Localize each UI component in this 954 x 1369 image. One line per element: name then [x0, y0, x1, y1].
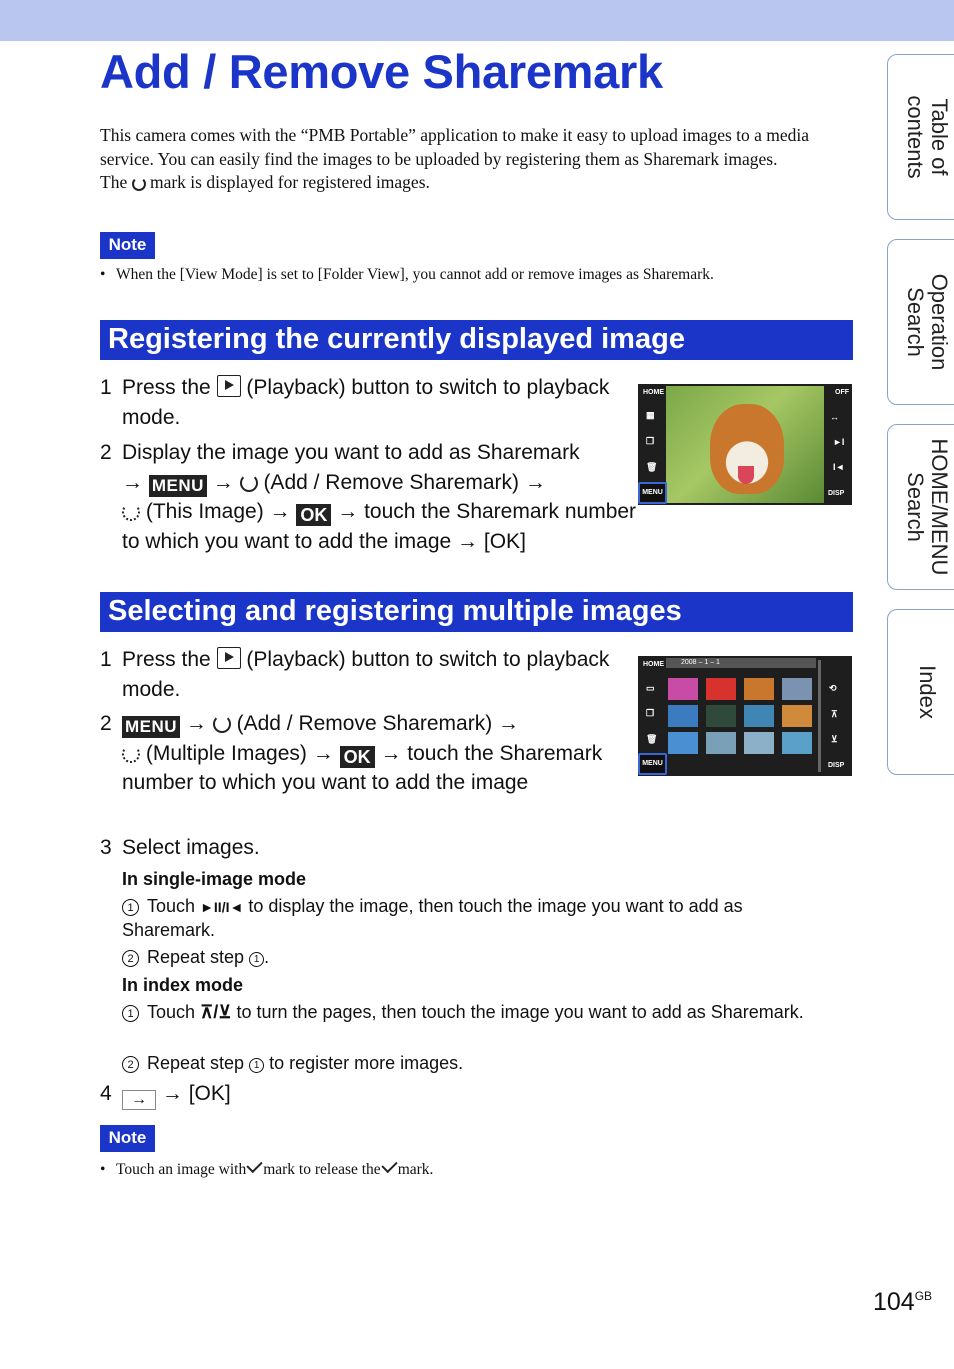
note-text: • When the [View Mode] is set to [Folder View], you cannot add or remove images as Sharemark.	[100, 266, 714, 283]
check-icon	[247, 1157, 263, 1173]
section2-step1: 1 Press the (Playback) button to switch to playback mode.	[100, 648, 610, 701]
index-mode-heading: In index mode	[122, 975, 244, 995]
section-heading-multiple: Selecting and registering multiple images	[100, 592, 853, 632]
index-substep-1: 1 Touch ⊼/⊻ to turn the pages, then touch the image you want to add as Sharemark.	[122, 1001, 812, 1024]
delete-icon[interactable]: 🗑	[646, 462, 658, 472]
intro-mark-line: The mark is displayed for registered images.	[100, 172, 430, 192]
thumbnail[interactable]	[668, 705, 698, 727]
sharemark-icon	[213, 715, 231, 733]
thumbnail[interactable]	[782, 705, 812, 727]
thumbnail[interactable]	[782, 678, 812, 700]
sharemark-icon	[132, 177, 146, 191]
previous-icon[interactable]: I◄	[833, 462, 845, 472]
section-heading-registering-current: Registering the currently displayed image	[100, 320, 853, 360]
single-image-icon[interactable]: ▭	[646, 683, 655, 693]
menu-button[interactable]: MENU	[638, 482, 667, 504]
next-icon[interactable]: ►I	[833, 437, 845, 447]
disp-label[interactable]: DISP	[828, 490, 845, 497]
single-image-substep-1: 1 Touch ►II/I◄ to display the image, then touch the image you want to add as Sharemark.	[122, 896, 743, 940]
play-previous-icon: ►II/I◄	[200, 899, 244, 915]
playback-icon	[217, 647, 241, 669]
this-image-icon	[122, 503, 140, 521]
next-arrow-icon: →	[122, 1090, 156, 1110]
page-up-icon[interactable]: ⊼	[831, 709, 838, 719]
single-image-mode-heading: In single-image mode	[122, 869, 307, 889]
tab-table-of-contents[interactable]: Table of contents	[887, 54, 954, 220]
off-label[interactable]: OFF	[835, 389, 849, 396]
home-label[interactable]: HOME	[643, 661, 664, 668]
camera-screen-index	[638, 656, 852, 776]
tab-home-menu-search[interactable]: HOME/MENU Search	[887, 424, 954, 590]
slideshow-icon[interactable]: ❐	[646, 436, 655, 446]
page-number: $104^{GB}$	[873, 1288, 933, 1316]
note-badge: Note	[100, 1125, 155, 1152]
date-label: 2008 – 1 – 1	[681, 659, 720, 666]
thumbnail[interactable]	[706, 705, 736, 727]
thumbnail[interactable]	[744, 678, 774, 700]
section2-step4: 4 → → [OK]	[100, 1082, 231, 1108]
single-image-substep-2: 2 Repeat step 1 .	[122, 946, 269, 969]
menu-button[interactable]: MENU	[638, 753, 667, 775]
index-icon[interactable]: ▦	[646, 410, 655, 420]
check-icon	[381, 1157, 397, 1173]
thumbnail-grid	[666, 676, 818, 756]
dog-photo	[666, 386, 824, 503]
thumbnail[interactable]	[668, 678, 698, 700]
menu-icon: MENU	[122, 716, 180, 738]
camera-screen-single	[638, 384, 852, 505]
disp-label[interactable]: DISP	[828, 762, 845, 769]
page-title: Add / Remove Sharemark	[100, 45, 663, 98]
thumbnail[interactable]	[706, 732, 736, 754]
index-substep-2: 2 Repeat step 1 to register more images.	[122, 1052, 463, 1075]
page-up-down-icon: ⊼/⊻	[200, 1002, 232, 1022]
ok-icon: OK	[296, 504, 331, 526]
sharemark-toggle-icon[interactable]: ⟲	[829, 683, 837, 693]
page-down-icon[interactable]: ⊻	[831, 734, 838, 744]
ok-icon: OK	[340, 746, 375, 768]
sharemark-icon	[240, 474, 258, 492]
thumbnail[interactable]	[744, 705, 774, 727]
playback-icon	[217, 375, 241, 397]
menu-icon: MENU	[149, 475, 207, 497]
thumbnail[interactable]	[744, 732, 774, 754]
delete-icon[interactable]: 🗑	[646, 734, 658, 744]
section2-step3: 3 Select images.	[100, 836, 260, 859]
thumbnail[interactable]	[782, 732, 812, 754]
tab-operation-search[interactable]: Operation Search	[887, 239, 954, 405]
dog-tongue	[738, 466, 754, 484]
tab-index[interactable]: Index	[887, 609, 954, 775]
home-label[interactable]: HOME	[643, 389, 664, 396]
thumbnail[interactable]	[668, 732, 698, 754]
section1-step1: 1 Press the (Playback) button to switch to playback mode.	[100, 376, 610, 429]
zoom-icon[interactable]: ↔	[830, 412, 839, 422]
intro-paragraph: This camera comes with the “PMB Portable” application to make it easy to upload images to a media service. You can easily find the images to be uploaded by registering them as Sharemark images.	[100, 125, 810, 169]
section2-step2: 2 MENU → (Add / Remove Sharemark) → (Multiple Images) → OK → touch the Sharemark number to which you want to add the image	[100, 712, 603, 794]
multiple-images-icon	[122, 745, 140, 763]
scrollbar[interactable]	[818, 660, 821, 772]
top-banner	[0, 0, 954, 41]
intro-text	[100, 124, 855, 195]
slideshow-icon[interactable]: ❐	[646, 708, 655, 718]
note-text: • Touch an image with mark to release the mark.	[100, 1158, 433, 1180]
note-badge: Note	[100, 232, 155, 259]
section1-step2: 2 Display the image you want to add as Sharemark → MENU → (Add / Remove Sharemark) → (This Image) → OK → touch the Sharemark number to which you want to add the image → [OK]	[100, 441, 637, 553]
thumbnail[interactable]	[706, 678, 736, 700]
